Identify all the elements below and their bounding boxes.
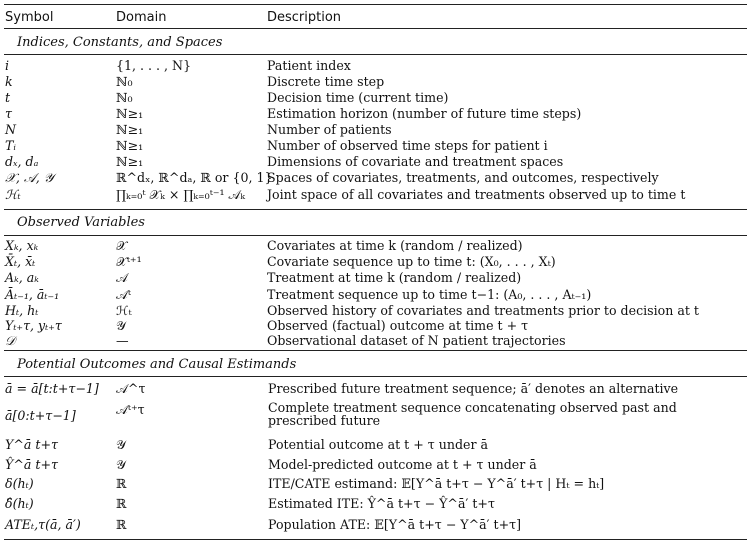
- row-symbol: τ: [5, 106, 12, 121]
- row-description: Joint space of all covariates and treatments observed up to time t: [267, 187, 686, 202]
- row-description: Treatment at time k (random / realized): [267, 270, 522, 285]
- row-domain: 𝒴: [116, 318, 126, 333]
- row-symbol: Tᵢ: [5, 138, 16, 153]
- row-domain: 𝒜ᵗ: [116, 287, 132, 302]
- row-domain: 𝒴: [116, 457, 126, 472]
- row-description: Estimation horizon (number of future time steps): [267, 106, 582, 121]
- row-symbol: k: [5, 74, 13, 89]
- row-symbol: Y^ā t+τ: [5, 437, 58, 452]
- header-domain: Domain: [116, 10, 167, 25]
- section-rule: [4, 209, 747, 210]
- row-symbol: Hₜ, hₜ: [5, 303, 39, 318]
- row-symbol: ATEₜ,τ(ā, ā′): [5, 517, 81, 532]
- row-description: Dimensions of covariate and treatment spaces: [267, 154, 564, 169]
- section-title: Observed Variables: [17, 215, 145, 230]
- row-symbol: ā[0:t+τ−1]: [5, 408, 76, 423]
- row-description: Treatment sequence up to time t−1: (A₀, . . . , Aₜ₋₁): [267, 287, 592, 302]
- row-domain: 𝒴: [116, 437, 126, 452]
- section-rule: [4, 376, 747, 377]
- row-description: Covariate sequence up to time t: (X₀, . . . , Xₜ): [267, 254, 556, 269]
- bottom-rule: [4, 539, 747, 540]
- row-domain: {1, . . . , N}: [116, 58, 192, 73]
- row-domain: ℕ≥₁: [116, 154, 144, 169]
- row-symbol: ā = ā[t:t+τ−1]: [5, 381, 99, 396]
- row-domain: ℕ≥₁: [116, 106, 144, 121]
- row-symbol: δ(hₜ): [5, 476, 34, 491]
- row-domain: ℕ₀: [116, 74, 133, 89]
- header-rule: [4, 28, 747, 29]
- row-symbol: i: [5, 58, 10, 73]
- row-symbol: N: [5, 122, 17, 137]
- row-domain: —: [116, 333, 129, 348]
- row-symbol: Āₜ₋₁, āₜ₋₁: [5, 287, 60, 302]
- section-title: Indices, Constants, and Spaces: [17, 35, 223, 50]
- section-rule: [4, 54, 747, 55]
- row-symbol: 𝒳, 𝒜, 𝒴: [5, 170, 54, 185]
- header-description: Description: [267, 10, 342, 25]
- row-description: Potential outcome at t + τ under ā: [268, 437, 489, 452]
- row-symbol: t: [5, 90, 11, 105]
- row-symbol: X̄ₜ, x̄ₜ: [5, 254, 36, 269]
- row-domain: ℕ≥₁: [116, 122, 144, 137]
- row-description: Complete treatment sequence concatenating observed past and prescribed future: [268, 400, 677, 428]
- row-symbol: Yₜ₊τ, yₜ₊τ: [5, 318, 62, 333]
- row-description: Observational dataset of N patient trajectories: [267, 333, 566, 348]
- row-domain: ℝ: [116, 476, 127, 491]
- row-description: ITE/CATE estimand: 𝔼[Y^ā t+τ − Y^ā′ t+τ | Hₜ = hₜ]: [268, 476, 605, 491]
- row-description: Discrete time step: [267, 74, 385, 89]
- row-domain: ℕ≥₁: [116, 138, 144, 153]
- section-rule: [4, 350, 747, 351]
- row-domain: 𝒜ᵗ⁺τ: [116, 402, 145, 417]
- row-description: Population ATE: 𝔼[Y^ā t+τ − Y^ā′ t+τ]: [268, 517, 522, 532]
- row-symbol: δ̂(hₜ): [5, 496, 34, 511]
- section-title: Potential Outcomes and Causal Estimands: [17, 357, 297, 372]
- top-rule: [4, 4, 747, 5]
- row-domain: 𝒜: [116, 270, 128, 285]
- row-description: Decision time (current time): [267, 90, 449, 105]
- row-domain: ℕ₀: [116, 90, 133, 105]
- row-symbol: dₓ, dₐ: [5, 154, 39, 169]
- row-domain: ℝ: [116, 496, 127, 511]
- row-symbol: Xₖ, xₖ: [5, 238, 39, 253]
- row-domain: ℝ: [116, 517, 127, 532]
- row-description: Prescribed future treatment sequence; ā′ denotes an alternative: [268, 381, 679, 396]
- header-symbol: Symbol: [5, 10, 54, 25]
- row-domain: 𝒜^τ: [116, 381, 146, 396]
- row-description: Spaces of covariates, treatments, and outcomes, respectively: [267, 170, 659, 185]
- row-domain: ℝ^dₓ, ℝ^dₐ, ℝ or {0, 1}: [116, 170, 273, 185]
- row-symbol: 𝒟: [5, 333, 16, 348]
- row-description: Observed history of covariates and treatments prior to decision at t: [267, 303, 699, 318]
- row-description: Number of observed time steps for patient i: [267, 138, 548, 153]
- row-domain: ℋₜ: [116, 303, 132, 318]
- row-symbol: Ŷ^ā t+τ: [5, 457, 58, 472]
- row-description: Estimated ITE: Ŷ^ā t+τ − Ŷ^ā′ t+τ: [268, 496, 495, 511]
- row-description: Covariates at time k (random / realized): [267, 238, 523, 253]
- row-domain: ∏ₖ₌₀ᵗ 𝒳ₖ × ∏ₖ₌₀ᵗ⁻¹ 𝒜ₖ: [116, 187, 246, 202]
- row-domain: 𝒳: [116, 238, 127, 253]
- row-domain: 𝒳ᵗ⁺¹: [116, 254, 142, 269]
- section-rule: [4, 235, 747, 236]
- row-symbol: Aₖ, aₖ: [5, 270, 39, 285]
- row-symbol: ℋₜ: [5, 187, 21, 202]
- row-description: Patient index: [267, 58, 351, 73]
- row-description: Model-predicted outcome at t + τ under ā: [268, 457, 537, 472]
- row-description: Observed (factual) outcome at time t + τ: [267, 318, 529, 333]
- row-description: Number of patients: [267, 122, 392, 137]
